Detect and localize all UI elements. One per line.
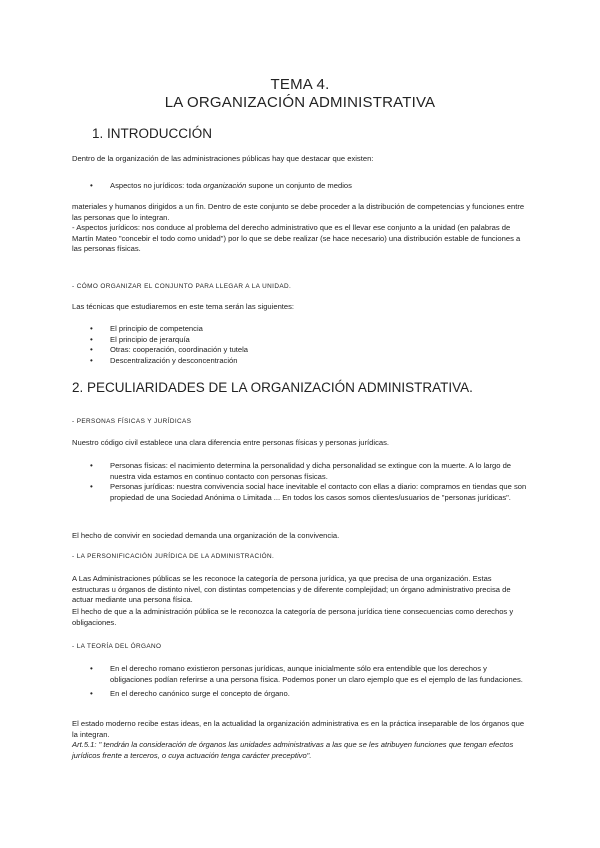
section-1-bullets <box>72 181 530 192</box>
technique-item: • Otras: cooperación, coordinación y tutela <box>72 345 530 356</box>
doc-title-line-1: TEMA 4. <box>270 76 330 93</box>
bullet-personas-juridicas: • Personas jurídicas: nuestra convivencia social hace inevitable el contacto con ellas a diario: compramos en tiendas que son propiedad de una Sociedad Anónima o Limitada ... En todos los casos somos clientes/usuarios de "personas jurídicas". <box>72 482 530 503</box>
subhead-teoria-organo: - LA TEORÍA DEL ÓRGANO <box>72 643 162 650</box>
technique-item: • El principio de jerarquía <box>72 335 530 346</box>
personificacion-para-2: El hecho de que a la administración pública se le reconozca la categoría de persona jurídica tiene consecuencias como derechos y obligaciones. <box>72 607 514 627</box>
subhead-como-organizar: - CÓMO ORGANIZAR EL CONJUNTO PARA LLEGAR A LA UNIDAD. <box>72 283 292 290</box>
bullet-derecho-romano: • En el derecho romano existieron personas jurídicas, aunque inicialmente sólo era entendible que los derechos y obligaciones podían referirse a una persona física. Podemos poner un claro ejemplo que es el ejemplo de las fundaciones. <box>72 664 530 685</box>
subhead-personas: - PERSONAS FÍSICAS Y JURÍDICAS <box>72 418 192 425</box>
personas-conclusion: El hecho de convivir en sociedad demanda una organización de la convivencia. <box>72 531 340 540</box>
personificacion-para: A Las Administraciones públicas se les reconoce la categoría de persona jurídica, ya que precisa de una organización. Estas estructuras u órganos de distinto nivel, con distintas competencias y de diferente complejidad; un órgano administrativo precisa de actuar mediante una persona física. <box>72 574 511 605</box>
techniques-intro: Las técnicas que estudiaremos en este tema serán las siguientes: <box>72 302 295 311</box>
bullet-aspectos-no-juridicos: • Aspectos no jurídicos: toda organización supone un conjunto de medios <box>72 181 530 192</box>
techniques-list <box>72 324 530 366</box>
section-1-para-2: - Aspectos jurídicos: nos conduce al problema del derecho administrativo que es el llevar ese conjunto a la unidad (en palabras de Martín Mateo "concebir el todo como unidad") por lo que se debe realizar (se hace necesario) una distribución estable de funciones a las personas físicas. <box>72 223 521 254</box>
bullet-personas-fisicas: • Personas físicas: el nacimiento determina la personalidad y dicha personalidad se extingue con la muerte. A lo largo de nuestra vida estamos en continuo contacto con personas físicas. <box>72 461 530 482</box>
section-2-heading: 2. PECULIARIDADES DE LA ORGANIZACIÓN ADMINISTRATIVA. <box>72 380 473 395</box>
bullet-derecho-canonico: • En el derecho canónico surge el concepto de órgano. <box>72 689 530 700</box>
section-1-heading: 1. INTRODUCCIÓN <box>92 126 213 141</box>
article-quote: Art.5.1: " tendrán la consideración de órganos las unidades administrativas a las que se les atribuyen funciones que tengan efectos jurídicos frente a terceros, o cuya actuación tenga carácter preceptivo". <box>72 740 514 760</box>
section-1-para: materiales y humanos dirigidos a un fin. Dentro de este conjunto se debe proceder a la distribución de competencias y funciones entre las personas que lo integran. <box>72 202 525 222</box>
technique-item: • Descentralización y desconcentración <box>72 356 530 367</box>
doc-title-line-2: LA ORGANIZACIÓN ADMINISTRATIVA <box>164 94 436 111</box>
subhead-personificacion: - LA PERSONIFICACIÓN JURÍDICA DE LA ADMINISTRACIÓN. <box>72 553 275 560</box>
closing-para: El estado moderno recibe estas ideas, en la actualidad la organización administrativa es en la práctica inseparable de los órganos que la integran. <box>72 719 525 739</box>
personas-list <box>72 461 530 503</box>
section-1-intro: Dentro de la organización de las administraciones públicas hay que destacar que existen: <box>72 154 374 163</box>
teoria-organo-list <box>72 664 530 700</box>
personas-intro: Nuestro código civil establece una clara diferencia entre personas físicas y personas jurídicas. <box>72 438 389 447</box>
technique-item: • El principio de competencia <box>72 324 530 335</box>
